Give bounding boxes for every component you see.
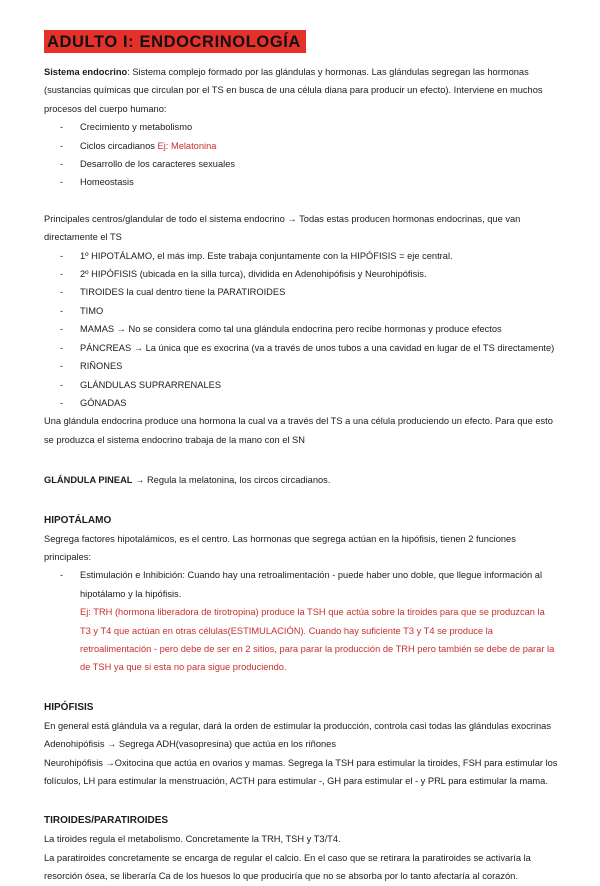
- intro-text: : Sistema complejo formado por las glándulas y hormonas. Las glándulas segregan las hormonas (sustancias químicas que circulan por el TS en busca de una célula diana para producir un efecto). Interviene en muchos procesos del cuerpo humano:: [44, 67, 543, 114]
- tiroides-line2: La paratiroides concretamente se encarga de regular el calcio. En el caso que se retirara la paratiroides se activaría la resorción ósea, se liberaría Ca de los huesos lo que produciría que no se absorba por lo tanto afectaría al corazón.: [44, 852, 531, 882]
- intro-paragraph: [44, 63, 558, 118]
- centros-lead: Principales centros/glandular de todo el sistema endocrino → Todas estas producen hormonas endocrinas, que van directamente el TS: [44, 213, 521, 243]
- centros-list: [44, 247, 558, 413]
- list-item-example: Ej: Melatonina: [157, 140, 217, 151]
- hipofisis-heading: HIPÓFISIS: [44, 701, 94, 713]
- centros-closing: Una glándula endocrina produce una hormona la cual va a través del TS a una célula produciendo un efecto. Para que esto se produzca el sistema endocrino trabaja de la mano con el SN: [44, 416, 553, 445]
- list-item: [60, 155, 558, 173]
- list-item: - MAMAS → No se considera como tal una glándula endocrina pero recibe hormonas y produce efectos: [60, 320, 558, 338]
- list-item: [60, 173, 558, 191]
- pineal-heading: GLÁNDULA PINEAL: [44, 475, 133, 486]
- list-item-text: Homeostasis: [80, 177, 134, 188]
- list-item-text: Desarrollo de los caracteres sexuales: [80, 159, 236, 170]
- list-item: - RIÑONES: [60, 357, 558, 375]
- spacer: [44, 192, 558, 210]
- pineal-text: → Regula la melatonina, los circos circadianos.: [132, 475, 331, 486]
- pineal-line: [44, 471, 558, 489]
- hipofisis-line1: En general está glándula va a regular, dará la orden de estimular la producción, controla casi todas las glándulas exocrinas: [44, 720, 551, 731]
- intro-list: [44, 118, 558, 192]
- tiroides-heading: TIROIDES/PARATIROIDES: [44, 815, 169, 827]
- list-item-text: Crecimiento y metabolismo: [80, 122, 193, 133]
- list-item: - GÓNADAS: [60, 394, 558, 412]
- hipotalamo-list: [44, 566, 558, 603]
- list-item: - TIROIDES la cual dentro tiene la PARATIROIDES: [60, 283, 558, 301]
- tiroides-line1: La tiroides regula el metabolismo. Concretamente la TRH, TSH y T3/T4.: [44, 834, 341, 845]
- intro-term: Sistema endocrino: [44, 67, 128, 77]
- spacer: [44, 490, 558, 512]
- list-item: - 2º HIPÓFISIS (ubicada en la silla turca), dividida en Adenohipófisis y Neurohipófisis.: [60, 265, 558, 283]
- list-item: - 1º HIPOTÁLAMO, el más imp. Este trabaja conjuntamente con la HIPÓFISIS = eje central.: [60, 247, 558, 265]
- list-item: - TIMO: [60, 302, 558, 320]
- hipofisis-line2: Adenohipófisis → Segrega ADH(vasopresina) que actúa en los riñones: [44, 739, 336, 750]
- spacer: [44, 449, 558, 471]
- list-item-text: Ciclos circadianos: [80, 140, 158, 151]
- list-item: - GLÁNDULAS SUPRARRENALES: [60, 376, 558, 394]
- title-wrap: [44, 30, 558, 53]
- spacer: [44, 677, 558, 699]
- list-item: [60, 137, 558, 155]
- page-title: ADULTO I: ENDOCRINOLOGÍA: [44, 30, 306, 53]
- list-item: - Estimulación e Inhibición: Cuando hay una retroalimentación - puede haber uno doble, que llegue información al hipotálamo y la hipófisis.: [60, 566, 558, 603]
- hipotalamo-heading: HIPOTÁLAMO: [44, 514, 112, 526]
- hipotalamo-text: Segrega factores hipotalámicos, es el centro. Las hormonas que segrega actúan en la hipófisis, tienen 2 funciones principales:: [44, 533, 516, 562]
- hipotalamo-example: Ej: TRH (hormona liberadora de tirotropina) produce la TSH que actúa sobre la tiroides para que se produzcan la T3 y T4 que actúan en otras células(ESTIMULACIÓN). Cuando hay suficiente T3 y T4 se produce la retroalimentación - pero debe de ser en 2 sitios, para parar la producción de TRH pero también se debe de parar la de TSH ya que si esta no para sigue produciendo.: [80, 607, 555, 673]
- list-item: - PÁNCREAS → La única que es exocrina (va a través de unos tubos a una cavidad en lugar de el TS directamente): [60, 339, 558, 357]
- spacer: [44, 790, 558, 812]
- hipofisis-line3: Neurohipófisis →Oxitocina que actúa en ovarios y mamas. Segrega la TSH para estimular la tiroides, FSH para estimular los folículos, LH para estimular la menstruación, ACTH para estimular -, GH para estimular el - y PRL para estimular la mama.: [44, 757, 558, 786]
- list-item: [60, 118, 558, 136]
